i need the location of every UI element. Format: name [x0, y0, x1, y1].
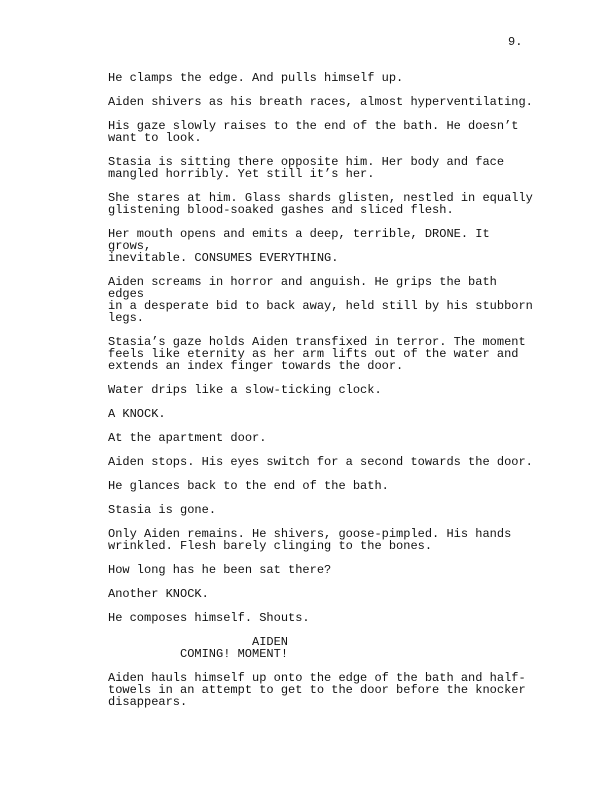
action-line: Water drips like a slow-ticking clock. [108, 383, 382, 397]
dialogue-line: COMING! MOMENT! [180, 647, 289, 661]
action-line: Stasia is sitting there opposite him. Her body and face mangled horribly. Yet still it’s her. [108, 155, 505, 181]
action-line: A KNOCK. [108, 407, 166, 421]
script-body [108, 72, 540, 720]
page-number: 9. [508, 35, 523, 49]
action-line: Aiden hauls himself up onto the edge of the bath and half- towels in an attempt to get to the door before the knocker disappears. [108, 671, 526, 709]
action-line: He composes himself. Shouts. [108, 611, 310, 625]
action-line: Another KNOCK. [108, 587, 209, 601]
action-line: Her mouth opens and emits a deep, terrible, DRONE. It grows, inevitable. CONSUMES EVERYTHING. [108, 227, 490, 265]
action-line: How long has he been sat there? [108, 563, 332, 577]
action-line: Aiden stops. His eyes switch for a second towards the door. [108, 455, 533, 469]
action-line: Aiden screams in horror and anguish. He grips the bath edges in a desperate bid to back away, held still by his stubborn legs. [108, 275, 533, 325]
action-line: Stasia is gone. [108, 503, 217, 517]
action-line: He glances back to the end of the bath. [108, 479, 389, 493]
action-line: She stares at him. Glass shards glisten, nestled in equally glistening blood-soaked gashes and sliced flesh. [108, 191, 533, 217]
action-line: At the apartment door. [108, 431, 267, 445]
action-line: Stasia’s gaze holds Aiden transfixed in terror. The moment feels like eternity as her arm lifts out of the water and extends an index finger towards the door. [108, 335, 526, 373]
action-line: Only Aiden remains. He shivers, goose-pimpled. His hands wrinkled. Flesh barely clinging to the bones. [108, 527, 512, 553]
action-line: He clamps the edge. And pulls himself up. [108, 71, 404, 85]
character-cue: AIDEN [252, 635, 289, 649]
action-line: His gaze slowly raises to the end of the bath. He doesn’t want to look. [108, 119, 519, 145]
action-line: Aiden shivers as his breath races, almost hyperventilating. [108, 95, 533, 109]
